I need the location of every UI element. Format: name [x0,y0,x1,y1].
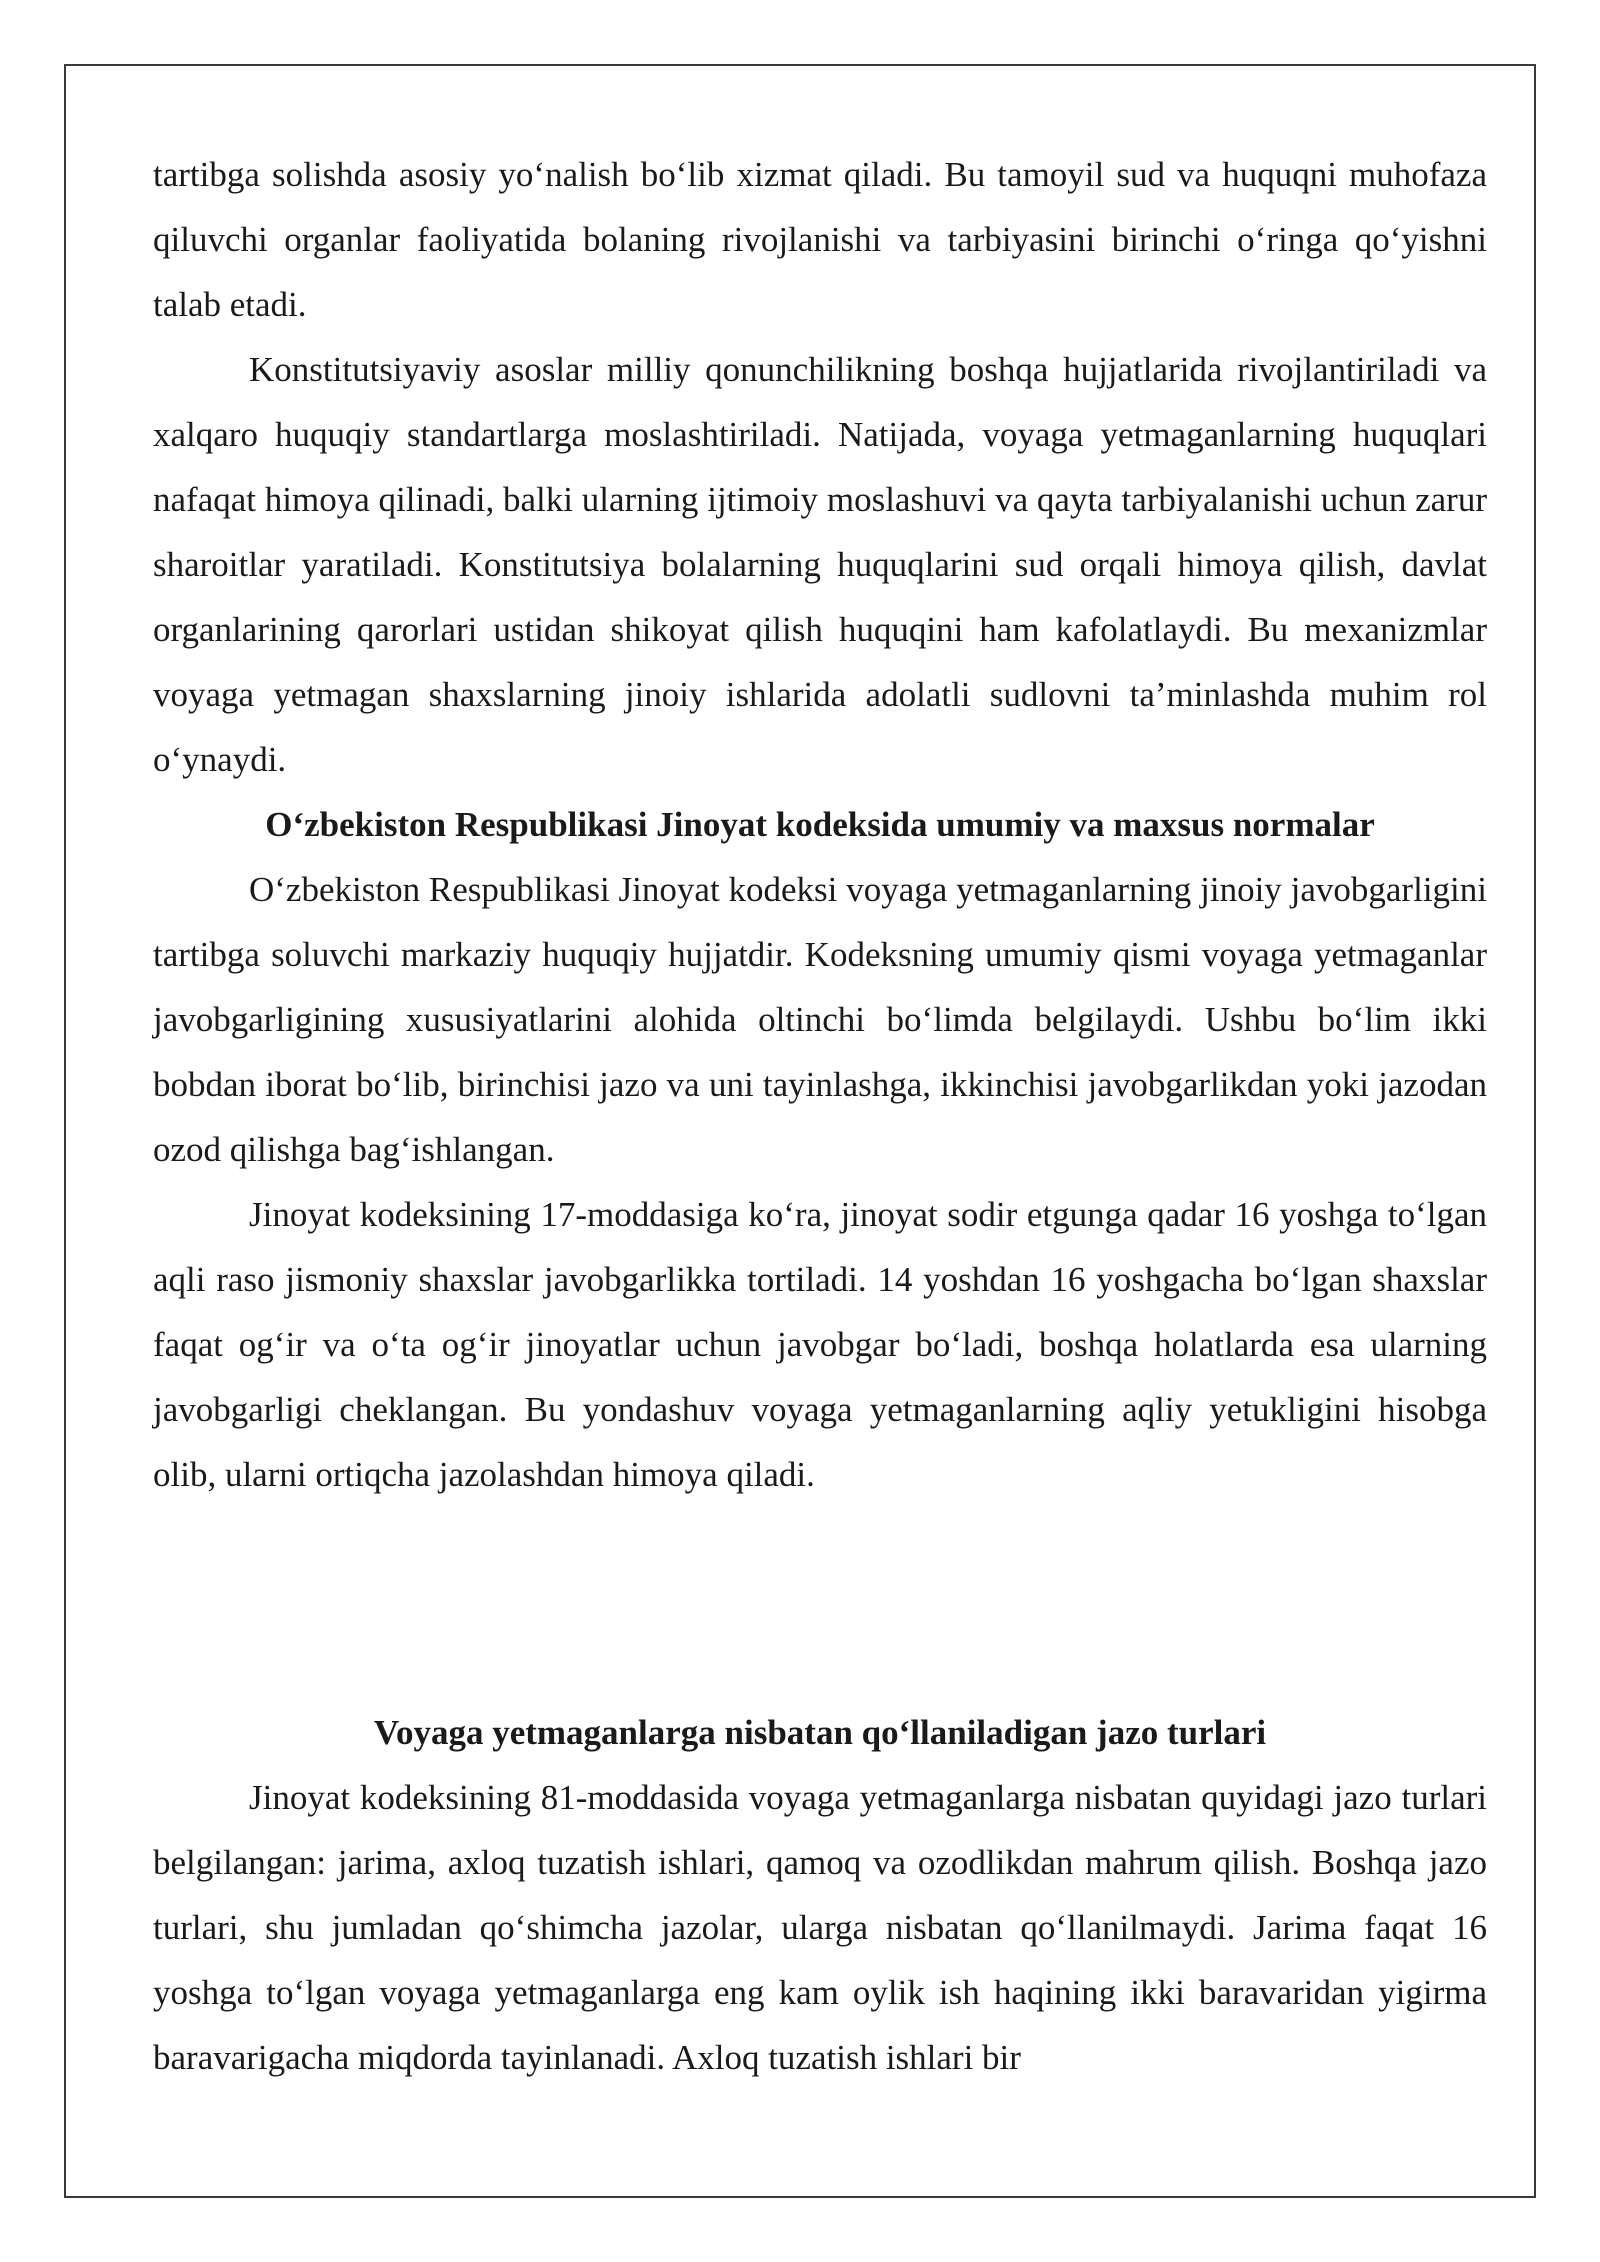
document-body [153,142,1487,2090]
paragraph-article-81: Jinoyat kodeksining 81-moddasida voyaga yetmaganlarga nisbatan quyidagi jazo turlari belgilangan: jarima, axloq tuzatish ishlari, qamoq va ozodlikdan mahrum qilish. Boshqa jazo turlari, shu jumladan qo‘shimcha jazolar, ularga nisbatan qo‘llanilmaydi. Jarima faqat 16 yoshga to‘lgan voyaga yetmaganlarga eng kam oylik ish haqining ikki baravaridan yigirma baravarigacha miqdorda tayinlanadi. Axloq tuzatish ishlari bir [153,1778,1487,2077]
section-heading-punishment-types: Voyaga yetmaganlarga nisbatan qo‘llaniladigan jazo turlari [373,1713,1267,1752]
paragraph-constitutional-basis: Konstitutsiyaviy asoslar milliy qonunchilikning boshqa hujjatlarida rivojlantiriladi va xalqaro huquqiy standartlarga moslashtiriladi. Natijada, voyaga yetmaganlarning huquqlari nafaqat himoya qilinadi, balki ularning ijtimoiy moslashuvi va qayta tarbiyalanishi uchun zarur sharoitlar yaratiladi. Konstitutsiya bolalarning huquqlarini sud orqali himoya qilish, davlat organlarining qarorlari ustidan shikoyat qilish huquqini ham kafolatlaydi. Bu mexanizmlar voyaga yetmagan shaxslarning jinoiy ishlarida adolatli sudlovni ta’minlashda muhim rol o‘ynaydi. [153,350,1487,779]
paragraph-criminal-code-overview: O‘zbekiston Respublikasi Jinoyat kodeksi voyaga yetmaganlarning jinoiy javobgarligini tartibga soluvchi markaziy huquqiy hujjatdir. Kodeksning umumiy qismi voyaga yetmaganlar javobgarligining xususiyatlarini alohida oltinchi bo‘limda belgilaydi. Ushbu bo‘lim ikki bobdan iborat bo‘lib, birinchisi jazo va uni tayinlashga, ikkinchisi javobgarlikdan yoki jazodan ozod qilishga bag‘ishlangan. [153,870,1487,1169]
paragraph-continuation: tartibga solishda asosiy yo‘nalish bo‘lib xizmat qiladi. Bu tamoyil sud va huquqni muhofaza qiluvchi organlar faoliyatida bolaning rivojlanishi va tarbiyasini birinchi o‘ringa qo‘yishni talab etadi. [153,155,1487,324]
spacer [153,1507,1487,1700]
section-heading-criminal-code: O‘zbekiston Respublikasi Jinoyat kodeksida umumiy va maxsus normalar [265,805,1375,844]
paragraph-article-17: Jinoyat kodeksining 17-moddasiga ko‘ra, jinoyat sodir etgunga qadar 16 yoshga to‘lgan aqli raso jismoniy shaxslar javobgarlikka tortiladi. 14 yoshdan 16 yoshgacha bo‘lgan shaxslar faqat og‘ir va o‘ta og‘ir jinoyatlar uchun javobgar bo‘ladi, boshqa holatlarda esa ularning javobgarligi cheklangan. Bu yondashuv voyaga yetmaganlarning aqliy yetukligini hisobga olib, ularni ortiqcha jazolashdan himoya qiladi. [153,1195,1487,1494]
